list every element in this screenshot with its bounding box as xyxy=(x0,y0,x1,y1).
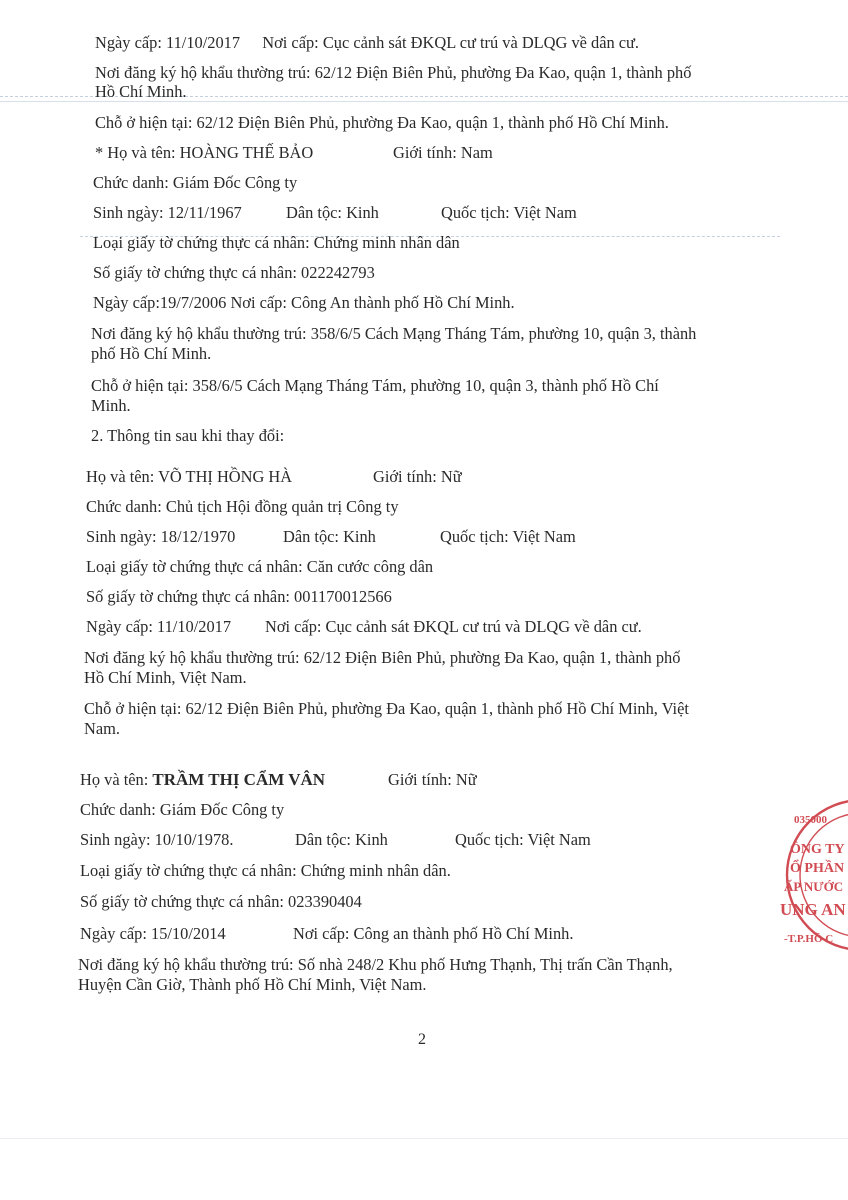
residence-registration-cont: phố Hồ Chí Minh. xyxy=(91,344,212,363)
current-address: Chỗ ở hiện tại: 62/12 Điện Biên Phủ, phường Đa Kao, quận 1, thành phố Hồ Chí Minh. xyxy=(95,113,669,132)
residence-registration: Nơi đăng ký hộ khẩu thường trú: 62/12 Điện Biên Phủ, phường Đa Kao, quận 1, thành phố xyxy=(95,63,692,82)
nationality: Quốc tịch: Việt Nam xyxy=(455,830,591,849)
residence-registration: Nơi đăng ký hộ khẩu thường trú: 62/12 Điện Biên Phủ, phường Đa Kao, quận 1, thành phố xyxy=(84,648,681,667)
residence-registration: Nơi đăng ký hộ khẩu thường trú: 358/6/5 Cách Mạng Tháng Tám, phường 10, quận 3, thành xyxy=(91,324,697,343)
seal-text-line: Ổ PHẦN xyxy=(790,861,845,876)
seal-text-line: UNG AN xyxy=(780,900,846,919)
id-type: Loại giấy tờ chứng thực cá nhân: Căn cước công dân xyxy=(86,557,434,576)
id-number: Số giấy tờ chứng thực cá nhân: 023390404 xyxy=(80,892,362,911)
issue-place: Nơi cấp: Cục cảnh sát ĐKQL cư trú và DLQG về dân cư. xyxy=(262,33,640,52)
id-type: Loại giấy tờ chứng thực cá nhân: Chứng minh nhân dân. xyxy=(80,861,451,880)
current-address-cont: Minh. xyxy=(91,396,131,415)
ethnicity: Dân tộc: Kinh xyxy=(295,830,388,849)
id-number: Số giấy tờ chứng thực cá nhân: 001170012566 xyxy=(86,587,392,606)
birth-date: Sinh ngày: 10/10/1978. xyxy=(80,830,234,849)
residence-registration: Nơi đăng ký hộ khẩu thường trú: Số nhà 248/2 Khu phố Hưng Thạnh, Thị trấn Cần Thạnh, xyxy=(78,955,673,974)
seal-text-line: ẤP NƯỚC xyxy=(784,879,844,894)
id-number: Số giấy tờ chứng thực cá nhân: 022242793 xyxy=(93,263,375,282)
residence-registration-cont: Hồ Chí Minh, Việt Nam. xyxy=(84,668,247,687)
gender: Giới tính: Nữ xyxy=(388,770,477,789)
current-address: Chỗ ở hiện tại: 62/12 Điện Biên Phủ, phường Đa Kao, quận 1, thành phố Hồ Chí Minh, Việt xyxy=(84,699,689,718)
page-number: 2 xyxy=(418,1031,426,1048)
current-address-cont: Nam. xyxy=(84,719,120,738)
company-seal xyxy=(770,790,848,960)
seal-text-line: -T.P.HỒ C xyxy=(784,933,834,945)
birth-date: Sinh ngày: 18/12/1970 xyxy=(86,527,236,546)
person-name: Họ và tên: VÕ THỊ HỒNG HÀ xyxy=(86,467,293,486)
nationality: Quốc tịch: Việt Nam xyxy=(441,203,577,222)
nationality: Quốc tịch: Việt Nam xyxy=(440,527,576,546)
name-value: TRẦM THỊ CẨM VÂN xyxy=(152,770,326,789)
id-issue: Ngày cấp:19/7/2006 Nơi cấp: Công An thành phố Hồ Chí Minh. xyxy=(93,293,515,312)
section-heading: 2. Thông tin sau khi thay đổi: xyxy=(91,426,285,445)
scan-line xyxy=(0,1138,848,1139)
birth-date: Sinh ngày: 12/11/1967 xyxy=(93,203,242,222)
person-name xyxy=(80,770,325,790)
issue-place: Nơi cấp: Công an thành phố Hồ Chí Minh. xyxy=(293,924,574,943)
name-label: Họ và tên: xyxy=(80,770,153,789)
ethnicity: Dân tộc: Kinh xyxy=(286,203,379,222)
residence-registration-cont: Huyện Cần Giờ, Thành phố Hồ Chí Minh, Việt Nam. xyxy=(78,975,427,994)
gender: Giới tính: Nữ xyxy=(373,467,462,486)
issue-date: Ngày cấp: 11/10/2017 xyxy=(86,617,232,636)
job-title: Chức danh: Giám Đốc Công ty xyxy=(80,800,285,819)
gender: Giới tính: Nam xyxy=(393,143,493,162)
seal-graphic xyxy=(770,790,848,960)
person-name: * Họ và tên: HOÀNG THẾ BẢO xyxy=(95,143,314,162)
current-address: Chỗ ở hiện tại: 358/6/5 Cách Mạng Tháng Tám, phường 10, quận 3, thành phố Hồ Chí xyxy=(91,376,659,395)
job-title: Chức danh: Chủ tịch Hội đồng quản trị Công ty xyxy=(86,497,399,516)
residence-registration-cont: Hồ Chí Minh. xyxy=(95,82,187,101)
job-title: Chức danh: Giám Đốc Công ty xyxy=(93,173,298,192)
issue-line xyxy=(95,33,639,53)
issue-date: Ngày cấp: 11/10/2017 xyxy=(95,33,241,52)
id-type: Loại giấy tờ chứng thực cá nhân: Chứng minh nhân dân xyxy=(93,233,460,252)
seal-text-line: ÔNG TY xyxy=(790,842,845,857)
issue-date: Ngày cấp: 15/10/2014 xyxy=(80,924,226,943)
seal-text-line: 035000 xyxy=(794,814,827,826)
issue-place: Nơi cấp: Cục cảnh sát ĐKQL cư trú và DLQG về dân cư. xyxy=(265,617,642,636)
ethnicity: Dân tộc: Kinh xyxy=(283,527,376,546)
